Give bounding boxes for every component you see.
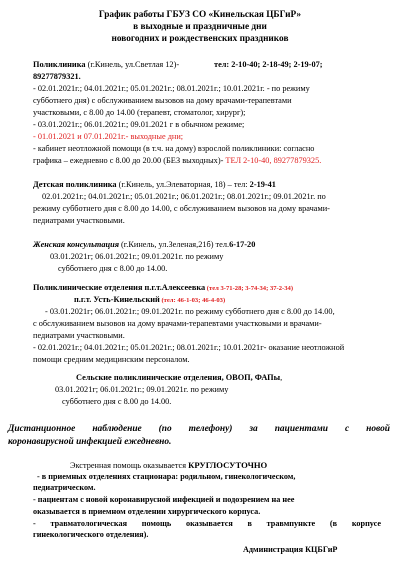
- emergency-header: [70, 461, 267, 470]
- doc-title-line-2: в выходные и праздничные дни: [133, 22, 267, 32]
- emergency-round-clock: КРУГЛОСУТОЧНО: [188, 460, 268, 470]
- emergency-line-5: оказывается в приемном отделении хирургического корпуса.: [33, 507, 261, 516]
- branches-line-5: помощи средним медицинским персоналом.: [33, 355, 190, 364]
- children-line-2: режиму субботнего дня с 8.00 до 14.00, с обслуживанием вызовов на дому врачами-: [33, 204, 330, 213]
- doc-title-line-3: новогодних и рождественских праздников: [111, 34, 289, 44]
- women-header: [33, 241, 255, 249]
- branches-header-2: [74, 296, 225, 305]
- signature: Администрация КЦБГиР: [243, 545, 338, 554]
- doc-title-line-1: График работы ГБУЗ СО «Кинельская ЦБГиР»: [98, 10, 302, 20]
- women-address: (г.Кинель, ул.Зеленая,21б) тел.: [118, 240, 230, 249]
- women-line-1: 03.01.2021г; 06.01.2021г.; 09.01.2021г. по режиму: [50, 252, 224, 261]
- children-name: Детская поликлиника: [33, 180, 117, 189]
- rural-header: [76, 374, 282, 382]
- polyclinic-line-1: - 02.01.2021г.; 04.01.2021г.; 05.01.2021г.; 08.01.2021г.; 10.01.2021г. - по режиму: [33, 84, 310, 93]
- children-line-3: педиатрами участковыми.: [33, 216, 125, 225]
- women-name: Женская консультация: [33, 240, 119, 249]
- emergency-intro: Экстренная помощь оказывается: [70, 461, 189, 470]
- women-line-2: субботнего дня с 8.00 до 14.00.: [58, 264, 168, 273]
- polyclinic-line-2: субботнего дня) с обслуживанием вызовов на дому врачами-терапевтами: [33, 96, 292, 105]
- remote-line-1: Дистанционное наблюдение (по телефону) за пациентами с новой: [8, 424, 390, 434]
- emergency-line-2: - в приемных отделениях стационара: родильном, гинекологическом,: [37, 472, 296, 481]
- polyclinic-line-7: [33, 157, 321, 165]
- children-line-1: 02.01.2021г.; 04.01.2021г.; 05.01.2021г.; 06.01.2021г.; 08.01.2021г.; 09.01.2021г. по: [42, 192, 326, 201]
- branches-line-2: с обслуживанием вызовов на дому врачами-терапевтами участковыми и врачами-: [33, 319, 322, 328]
- women-phone: 6-17-20: [229, 240, 256, 249]
- rural-suffix: ,: [280, 373, 283, 382]
- polyclinic-header: [33, 61, 179, 69]
- rural-name: Сельские поликлинические отделения, ОВОП, ФАПы: [76, 373, 281, 382]
- branches-tel-1: (тел 3-71-28; 3-74-34; 37-2-34): [205, 285, 294, 292]
- branches-name-2: п.г.т. Усть-Кинельский: [74, 295, 160, 304]
- rural-line-1: 03.01.2021г; 06.01.2021г.; 09.01.2021г. по режиму: [55, 385, 229, 394]
- polyclinic-address: (г.Кинель, ул.Светлая 12)-: [85, 60, 180, 69]
- emergency-line-6: - травматологическая помощь оказывается в травмпункте (в корпусе: [33, 519, 381, 528]
- branches-tel-2: (тел: 46-1-03; 46-4-03): [159, 297, 226, 304]
- polyclinic-urgent-schedule: графика – ежедневно с 8.00 до 20.00 (БЕЗ выходных)-: [33, 156, 224, 165]
- emergency-line-7: гинекологического отделения).: [33, 530, 149, 539]
- children-header: [33, 181, 276, 189]
- branches-name-1: Поликлинические отделения п.г.т.Алексеевка: [33, 283, 206, 292]
- branches-header-1: [33, 284, 293, 293]
- polyclinic-line-4: - 03.01.2021г.; 06.01.2021г.; 09.01.2021 г в обычном режиме;: [33, 120, 245, 129]
- polyclinic-urgent-phone: ТЕЛ 2-10-40, 89277879325.: [223, 156, 322, 165]
- emergency-line-3: педиатрическом.: [33, 483, 96, 492]
- polyclinic-phone-2: 89277879321.: [33, 72, 81, 81]
- polyclinic-line-3: участковыми, с 8.00 до 14.00 (терапевт, стоматолог, хирург);: [33, 108, 246, 117]
- rural-line-2: субботнего дня с 8.00 до 14.00.: [62, 397, 172, 406]
- branches-line-1: - 03.01.2021г; 06.01.2021г.; 09.01.2021г. по режиму субботнего дня с 8.00 до 14.00,: [45, 307, 335, 316]
- remote-line-2: коронавирусной инфекцией ежедневно.: [8, 437, 172, 447]
- branches-line-4: - 02.01.2021г.; 04.01.2021г.; 05.01.2021г.; 08.01.2021г.; 10.01.2021г- оказание неотложной: [33, 343, 345, 352]
- branches-line-3: педиатрами участковыми.: [33, 331, 125, 340]
- polyclinic-phones: [214, 61, 323, 69]
- polyclinic-phone-list: 2-10-40; 2-18-49; 2-19-07;: [231, 60, 323, 69]
- polyclinic-name: Поликлиника: [33, 60, 86, 69]
- polyclinic-line-6: - кабинет неотложной помощи (в т.ч. на дому) взрослой поликлиники: согласно: [33, 144, 315, 153]
- polyclinic-tel-label: тел:: [214, 60, 230, 69]
- polyclinic-holidays: - 01.01.2021 и 07.01.2021г.- выходные дни;: [33, 132, 184, 141]
- emergency-line-4: - пациентам с новой коронавирусной инфекцией и подозрением на нее: [33, 495, 295, 504]
- children-address: (г.Кинель, ул.Элеваторная, 18) – тел:: [116, 180, 248, 189]
- children-phone: 2-19-41: [247, 180, 276, 189]
